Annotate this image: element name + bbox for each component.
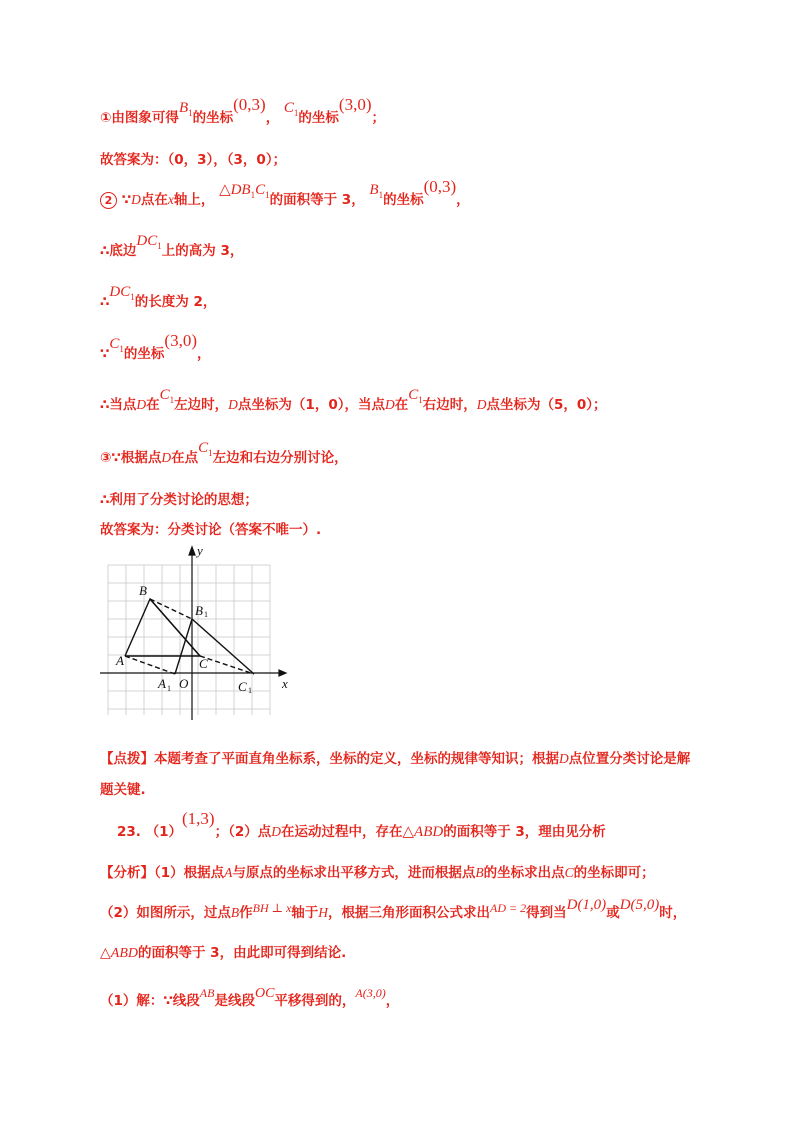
solution-line-4: ∴底边$DC^1$上的高为 3， <box>100 233 244 259</box>
svg-text:C: C <box>199 656 208 671</box>
svg-text:1: 1 <box>204 610 208 619</box>
svg-text:1: 1 <box>248 686 252 695</box>
circled-number: 2 <box>100 192 117 209</box>
q23-analysis-line-3: △ABD的面积等于 3，由此即可得到结论. <box>100 945 347 961</box>
solution-line-5: $\therefore DC^1$的长度为 2， <box>100 284 217 310</box>
tip-line-1: 【点拨】本题考查了平面直角坐标系，坐标的定义，坐标的规律等知识；根据D点位置分类讨论是解 <box>100 751 691 767</box>
coordinate-figure <box>100 545 300 725</box>
tip-line-2: 题关键. <box>100 782 146 798</box>
solution-line-1: ①由图象可得$B^1$的坐标(0,3)， $C^1$的坐标(3,0)； <box>100 95 385 126</box>
svg-text:A: A <box>116 653 124 668</box>
svg-text:O: O <box>179 676 189 691</box>
q23-answer-line: 23. （1）(1,3)；（2）点D在运动过程中，存在△ABD的面积等于 3，理由见分析 <box>117 809 606 840</box>
solution-line-3: 2 ∵D点在x轴上， $\triangle DB^1C^1$的面积等于 3， $B^1$的坐标(0,3)， <box>100 190 470 210</box>
solution-line-8: ③∵根据点D在点$C^1$左边和右边分别讨论， <box>100 440 348 466</box>
quadrilateral-a1b1c1 <box>175 619 254 674</box>
svg-text:y: y <box>197 545 203 558</box>
svg-text:B: B <box>195 603 203 618</box>
q23-analysis-line: 【分析】（1）根据点A与原点的坐标求出平移方式，进而根据点B的坐标求出点C的坐标即可； <box>100 865 655 881</box>
svg-text:C: C <box>238 679 247 694</box>
solution-line-10: 故答案为：分类讨论（答案不唯一）. <box>100 522 322 538</box>
q23-solution-line: （1）解：∵线段AB是线段OC平移得到的，A(3,0)， <box>100 986 400 1009</box>
svg-text:x: x <box>282 676 288 691</box>
solution-line-6: $\because C^1$的坐标(3,0)， <box>100 331 211 362</box>
axes <box>100 547 286 720</box>
svg-text:1: 1 <box>167 684 171 693</box>
svg-text:B: B <box>139 583 147 598</box>
solution-line-2: 故答案为：（0，3），（3，0）； <box>100 152 287 168</box>
solution-line-9: ∴利用了分类讨论的思想； <box>100 492 258 508</box>
svg-text:A: A <box>158 676 166 691</box>
solution-line-7: ∴当点D在$C^1$左边时，D点坐标为（1，0），当点D在$C^1$右边时，D点坐标为（5，0）； <box>100 387 607 413</box>
q23-analysis-line-2: （2）如图所示，过点B作BH ⊥ x轴于H，根据三角形面积公式求出AD = 2得到当D(1,0)或D(5,0)时， <box>100 897 687 921</box>
